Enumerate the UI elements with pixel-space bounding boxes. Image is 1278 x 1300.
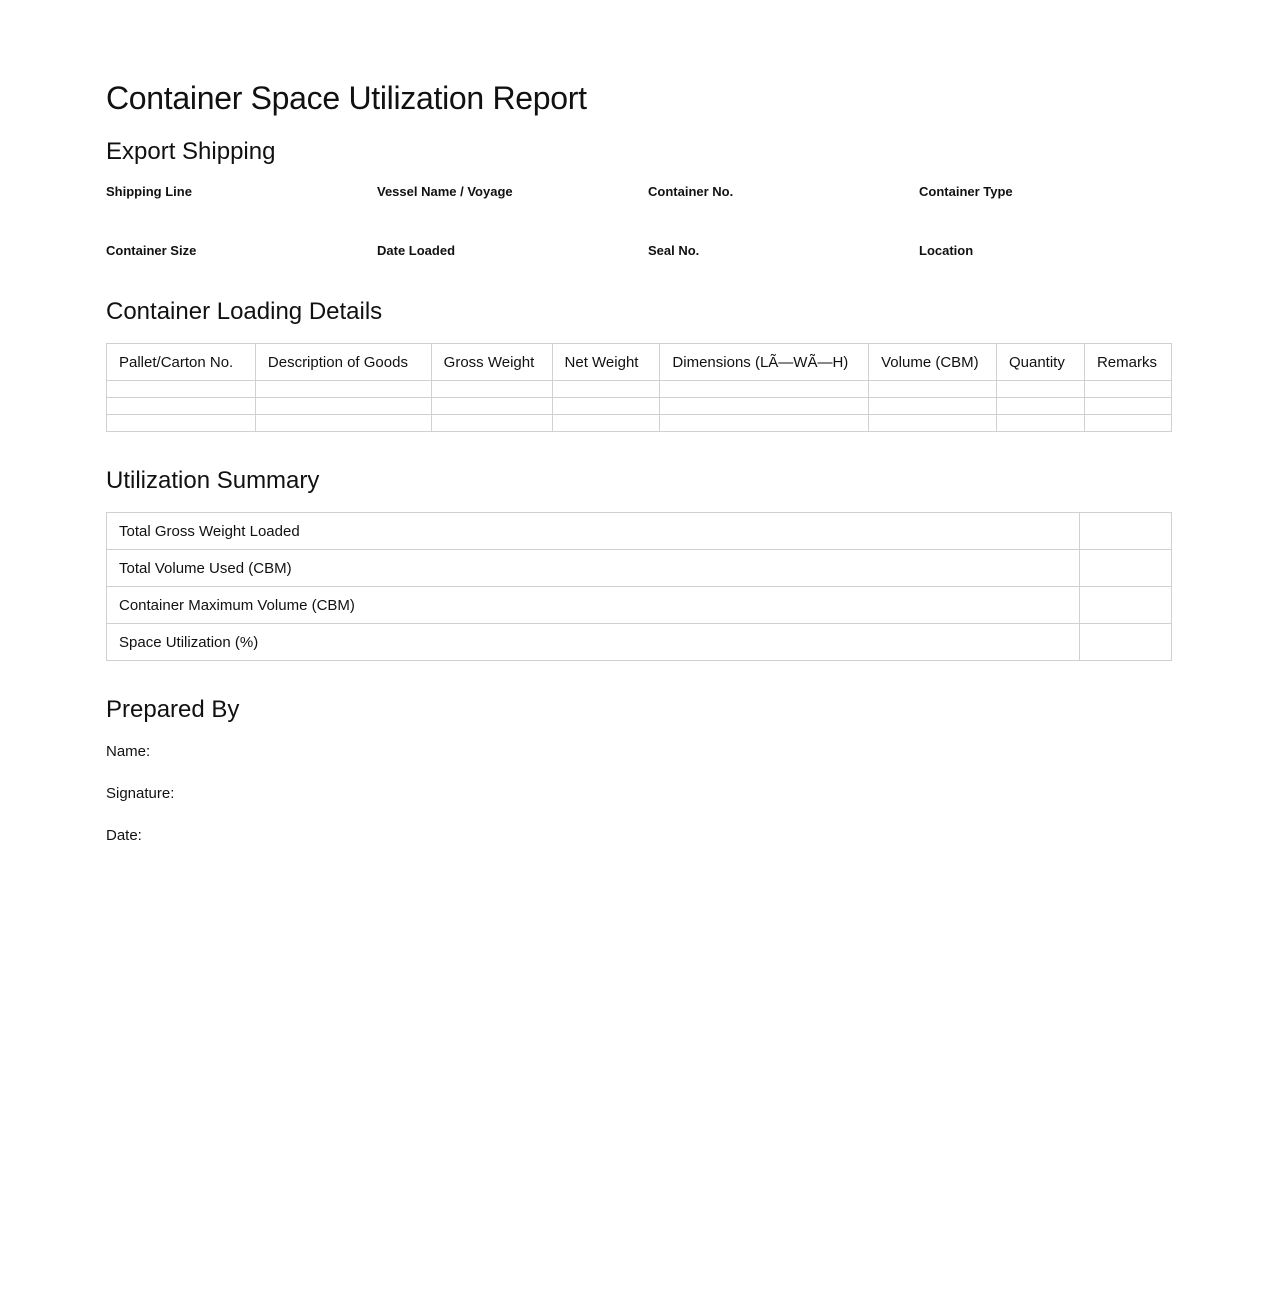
table-row	[107, 398, 1172, 415]
cell[interactable]	[107, 415, 256, 432]
cell[interactable]	[107, 398, 256, 415]
cell[interactable]	[107, 381, 256, 398]
summary-row	[107, 513, 1172, 550]
cell[interactable]	[869, 381, 997, 398]
signature-label: Signature:	[106, 785, 175, 802]
summary-table	[106, 512, 1172, 661]
summary-row	[107, 550, 1172, 587]
cell[interactable]	[431, 415, 552, 432]
loading-table	[106, 343, 1172, 432]
cell[interactable]	[996, 398, 1084, 415]
summary-value[interactable]	[1080, 513, 1172, 550]
field-label: Shipping Line	[106, 184, 192, 199]
prepared-heading: Prepared By	[106, 696, 240, 723]
subtitle: Export Shipping	[106, 138, 276, 165]
shipment-fields	[106, 184, 1172, 260]
cell[interactable]	[552, 398, 660, 415]
column-header: Volume (CBM)	[869, 344, 997, 381]
summary-row	[107, 587, 1172, 624]
page-title: Container Space Utilization Report	[106, 80, 587, 116]
cell[interactable]	[869, 415, 997, 432]
cell[interactable]	[255, 381, 431, 398]
summary-value[interactable]	[1080, 550, 1172, 587]
column-header: Quantity	[996, 344, 1084, 381]
cell[interactable]	[660, 398, 869, 415]
cell[interactable]	[996, 381, 1084, 398]
name-label: Name:	[106, 743, 151, 760]
field-label: Container Type	[919, 184, 1013, 199]
cell[interactable]	[552, 415, 660, 432]
table-header-row	[107, 344, 1172, 381]
summary-label: Space Utilization (%)	[107, 624, 1080, 661]
summary-label: Total Gross Weight Loaded	[107, 513, 1080, 550]
cell[interactable]	[255, 415, 431, 432]
field-label: Container Size	[106, 243, 197, 258]
field-label: Date Loaded	[377, 243, 456, 258]
column-header: Gross Weight	[431, 344, 552, 381]
summary-label: Container Maximum Volume (CBM)	[107, 587, 1080, 624]
cell[interactable]	[1084, 415, 1171, 432]
cell[interactable]	[996, 415, 1084, 432]
column-header: Description of Goods	[255, 344, 431, 381]
cell[interactable]	[869, 398, 997, 415]
field-label: Seal No.	[648, 243, 700, 258]
cell[interactable]	[660, 381, 869, 398]
column-header: Dimensions (LÃ—WÃ—H)	[660, 344, 869, 381]
summary-value[interactable]	[1080, 624, 1172, 661]
cell[interactable]	[1084, 381, 1171, 398]
field-label: Location	[919, 243, 974, 258]
cell[interactable]	[255, 398, 431, 415]
column-header: Net Weight	[552, 344, 660, 381]
summary-row	[107, 624, 1172, 661]
date-label: Date:	[106, 827, 142, 844]
summary-value[interactable]	[1080, 587, 1172, 624]
table-row	[107, 415, 1172, 432]
field-label: Container No.	[648, 184, 734, 199]
cell[interactable]	[431, 398, 552, 415]
cell[interactable]	[431, 381, 552, 398]
summary-label: Total Volume Used (CBM)	[107, 550, 1080, 587]
table-row	[107, 381, 1172, 398]
cell[interactable]	[1084, 398, 1171, 415]
field-label: Vessel Name / Voyage	[377, 184, 513, 199]
column-header: Remarks	[1084, 344, 1171, 381]
column-header: Pallet/Carton No.	[107, 344, 256, 381]
summary-heading: Utilization Summary	[106, 467, 320, 494]
cell[interactable]	[660, 415, 869, 432]
cell[interactable]	[552, 381, 660, 398]
loading-heading: Container Loading Details	[106, 298, 383, 325]
